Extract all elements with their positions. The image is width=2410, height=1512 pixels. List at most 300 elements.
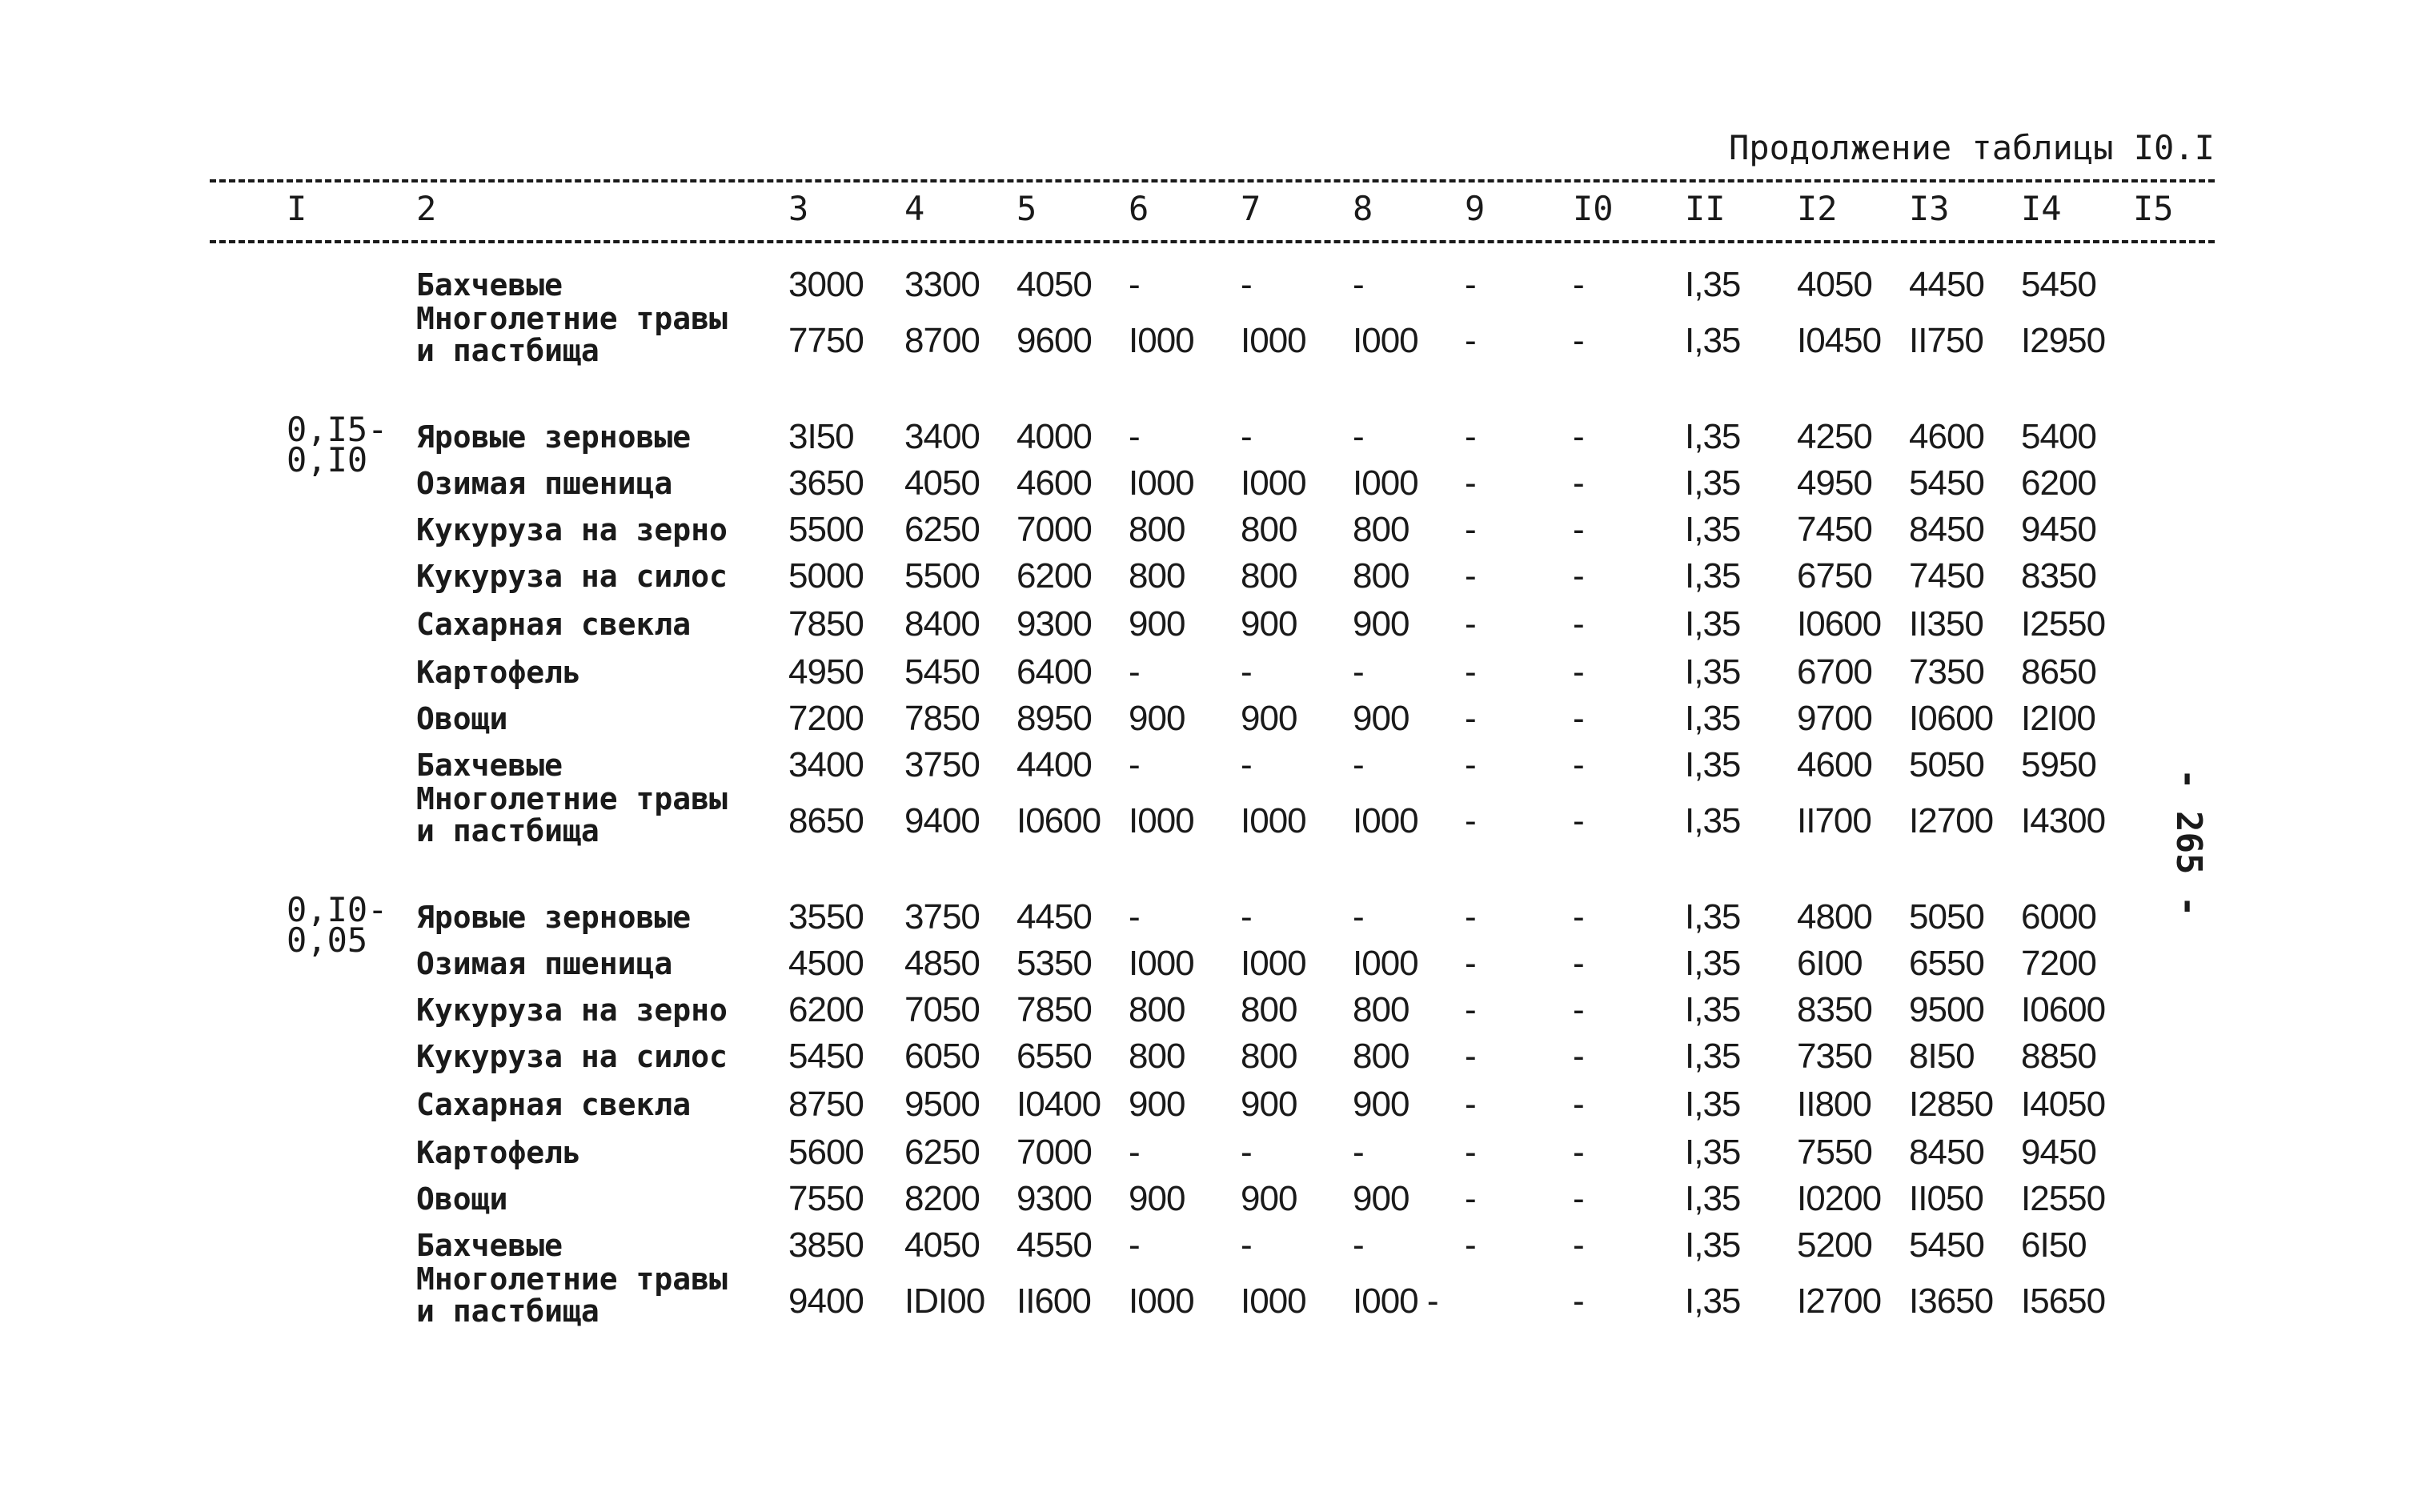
table-cell: 3300 — [904, 265, 980, 304]
table-cell: 9450 — [2021, 510, 2096, 549]
table-cell: - — [1241, 1133, 1252, 1172]
table-row — [0, 781, 2410, 848]
table-cell: 7550 — [788, 1179, 864, 1218]
table-cell: 900 — [1353, 1179, 1410, 1218]
table-cell: - — [1241, 265, 1252, 304]
table-cell: 800 — [1353, 510, 1410, 549]
table-cell: 3000 — [788, 265, 864, 304]
table-cell: 8750 — [788, 1085, 864, 1124]
table-cell: - — [1465, 990, 1476, 1029]
table-cell: I,35 — [1685, 699, 1741, 738]
table-cell: 7200 — [788, 699, 864, 738]
table-cell: I000 — [1353, 944, 1418, 983]
table-cell: I0600 — [1797, 604, 1882, 644]
table-cell: 800 — [1129, 1037, 1185, 1076]
table-cell: - — [1573, 652, 1584, 692]
table-cell: 7450 — [1909, 556, 1984, 596]
table-cell: 6000 — [2021, 897, 2096, 936]
table-row — [0, 988, 2410, 1033]
header-col-4: 4 — [904, 189, 925, 228]
table-row — [0, 410, 2410, 479]
table-cell: 800 — [1129, 990, 1185, 1029]
table-cell: - — [1353, 1133, 1364, 1172]
table-cell: 8850 — [2021, 1037, 2096, 1076]
table-cell: 9400 — [788, 1281, 864, 1321]
table-cell: 6050 — [904, 1037, 980, 1076]
table-cell: 4450 — [1017, 897, 1092, 936]
table-cell: - — [1129, 265, 1140, 304]
crop-name: Озимая пшеница — [416, 466, 673, 501]
table-cell: I,35 — [1685, 1133, 1741, 1172]
table-cell: 3550 — [788, 897, 864, 936]
table-cell: 800 — [1129, 556, 1185, 596]
table-cell: I,35 — [1685, 801, 1741, 840]
table-row — [0, 461, 2410, 506]
table-cell: 7850 — [1017, 990, 1092, 1029]
table-cell: - — [1573, 1133, 1584, 1172]
table-cell: - — [1465, 463, 1476, 503]
table-cell: 5400 — [2021, 417, 2096, 456]
table-cell: I2850 — [1909, 1085, 1994, 1124]
table-cell: - — [1465, 801, 1476, 840]
table-cell: I4300 — [2021, 801, 2106, 840]
table-cell: I,35 — [1685, 1037, 1741, 1076]
table-cell: I000 — [1353, 463, 1418, 503]
table-cell: 8400 — [904, 604, 980, 644]
crop-name: Картофель — [416, 655, 581, 690]
table-cell: 3750 — [904, 897, 980, 936]
table-cell: I0400 — [1017, 1085, 1101, 1124]
table-cell: - — [1465, 652, 1476, 692]
header-col-13: I3 — [1909, 189, 1950, 228]
table-row — [0, 890, 2410, 960]
table-cell: 9600 — [1017, 321, 1092, 360]
header-col-15: I5 — [2133, 189, 2174, 228]
table-cell: 5450 — [1909, 1225, 1984, 1265]
table-cell: I3650 — [1909, 1281, 1994, 1321]
table-cell: 4450 — [1909, 265, 1984, 304]
table-cell: II050 — [1909, 1179, 1983, 1218]
header-col-11: II — [1685, 189, 1726, 228]
table-cell: 900 — [1129, 1179, 1185, 1218]
table-cell: I,35 — [1685, 265, 1741, 304]
table-cell: II350 — [1909, 604, 1983, 644]
table-row — [0, 1223, 2410, 1268]
table-cell: - — [1573, 510, 1584, 549]
table-row — [0, 1261, 2410, 1329]
table-cell: - — [1353, 652, 1364, 692]
table-row — [0, 1130, 2410, 1175]
table-row — [0, 941, 2410, 986]
table-cell: I2I00 — [2021, 699, 2095, 738]
table-cell: 900 — [1353, 604, 1410, 644]
crop-name: Бахчевые — [416, 1228, 563, 1263]
table-cell: - — [1353, 265, 1364, 304]
header-col-14: I4 — [2021, 189, 2062, 228]
table-cell: - — [1129, 1225, 1140, 1265]
table-cell: I000 — [1241, 1281, 1306, 1321]
table-cell: 7750 — [788, 321, 864, 360]
table-cell: - — [1573, 417, 1584, 456]
table-row — [0, 650, 2410, 695]
table-cell: I2550 — [2021, 604, 2106, 644]
table-cell: - — [1129, 897, 1140, 936]
table-cell: I000 — [1129, 801, 1194, 840]
table-cell: I0450 — [1797, 321, 1882, 360]
table-cell: - — [1241, 745, 1252, 784]
crop-name: Кукуруза на зерно — [416, 993, 728, 1028]
table-cell: - — [1129, 1133, 1140, 1172]
table-cell: - — [1573, 1281, 1584, 1321]
group-label: 0,I5- 0,I0 — [287, 410, 388, 479]
header-col-3: 3 — [788, 189, 809, 228]
table-cell: 8350 — [2021, 556, 2096, 596]
table-cell: 7350 — [1797, 1037, 1872, 1076]
header-col-6: 6 — [1129, 189, 1149, 228]
table-cell: 4050 — [1797, 265, 1872, 304]
table-cell: 800 — [1241, 556, 1297, 596]
table-cell: 4400 — [1017, 745, 1092, 784]
table-cell: 3I50 — [788, 417, 854, 456]
table-cell: I000 — [1241, 463, 1306, 503]
header-top-rule — [210, 179, 2215, 182]
table-cell: - — [1465, 699, 1476, 738]
table-cell: - — [1573, 699, 1584, 738]
table-cell: 9400 — [904, 801, 980, 840]
header-col-12: I2 — [1797, 189, 1838, 228]
crop-name: Сахарная свекла — [416, 1087, 692, 1122]
table-cell: 6250 — [904, 510, 980, 549]
table-cell: 5050 — [1909, 745, 1984, 784]
table-cell: 7000 — [1017, 510, 1092, 549]
crop-name: Овощи — [416, 1181, 508, 1217]
table-cell: 3850 — [788, 1225, 864, 1265]
table-cell: 9450 — [2021, 1133, 2096, 1172]
table-cell: 3400 — [904, 417, 980, 456]
table-cell: 8350 — [1797, 990, 1872, 1029]
table-cell: 900 — [1241, 604, 1297, 644]
crop-name: Многолетние травы и пастбища — [416, 781, 728, 848]
table-cell: 6200 — [1017, 556, 1092, 596]
table-cell: 900 — [1129, 1085, 1185, 1124]
crop-name: Яровые зерновые — [416, 419, 692, 455]
table-cell: I000 — [1129, 463, 1194, 503]
table-cell: - — [1129, 652, 1140, 692]
table-cell: 7000 — [1017, 1133, 1092, 1172]
table-cell: I2700 — [1797, 1281, 1882, 1321]
table-cell: 9500 — [904, 1085, 980, 1124]
table-cell: 900 — [1353, 699, 1410, 738]
table-cell: 4050 — [904, 463, 980, 503]
table-cell: 5450 — [2021, 265, 2096, 304]
table-cell: - — [1465, 417, 1476, 456]
table-cell: II750 — [1909, 321, 1983, 360]
table-cell: - — [1573, 801, 1584, 840]
table-cell: 8450 — [1909, 510, 1984, 549]
table-cell: 800 — [1353, 990, 1410, 1029]
table-cell: I000 — [1353, 321, 1418, 360]
table-cell: I0600 — [2021, 990, 2106, 1029]
table-cell: 9700 — [1797, 699, 1872, 738]
header-bottom-rule — [210, 240, 2215, 243]
header-col-9: 9 — [1465, 189, 1486, 228]
table-cell: I0200 — [1797, 1179, 1882, 1218]
table-cell: 8450 — [1909, 1133, 1984, 1172]
table-cell: 6400 — [1017, 652, 1092, 692]
table-cell: 5000 — [788, 556, 864, 596]
table-cell: 800 — [1129, 510, 1185, 549]
table-cell: 6550 — [1909, 944, 1984, 983]
table-cell: 5450 — [1909, 463, 1984, 503]
table-cell: I5650 — [2021, 1281, 2106, 1321]
table-cell: 3750 — [904, 745, 980, 784]
table-cell: 9500 — [1909, 990, 1984, 1029]
table-cell: 7550 — [1797, 1133, 1872, 1172]
table-cell: 9300 — [1017, 1179, 1092, 1218]
table-cell: - — [1573, 463, 1584, 503]
table-cell: 800 — [1241, 990, 1297, 1029]
table-cell: I,35 — [1685, 604, 1741, 644]
table-cell: - — [1465, 1225, 1476, 1265]
table-cell: - — [1241, 1225, 1252, 1265]
table-cell: IDI00 — [904, 1281, 985, 1321]
crop-name: Кукуруза на силос — [416, 1039, 728, 1074]
crop-name: Бахчевые — [416, 267, 563, 303]
crop-name: Овощи — [416, 701, 508, 736]
table-cell: - — [1573, 556, 1584, 596]
table-cell: - — [1465, 265, 1476, 304]
table-cell: 8700 — [904, 321, 980, 360]
table-header-row — [0, 189, 2410, 229]
table-cell: I,35 — [1685, 463, 1741, 503]
table-cell: I,35 — [1685, 990, 1741, 1029]
table-cell: - — [1573, 1225, 1584, 1265]
table-cell: - — [1573, 1085, 1584, 1124]
table-cell: - — [1465, 745, 1476, 784]
header-col-8: 8 — [1353, 189, 1373, 228]
table-cell: 6200 — [788, 990, 864, 1029]
table-cell: 4600 — [1017, 463, 1092, 503]
table-cell: I000 — [1129, 1281, 1194, 1321]
table-cell: 7350 — [1909, 652, 1984, 692]
table-cell: 4500 — [788, 944, 864, 983]
table-cell: I,35 — [1685, 1281, 1741, 1321]
table-cell: 5350 — [1017, 944, 1092, 983]
table-cell: - — [1573, 1179, 1584, 1218]
table-row — [0, 743, 2410, 788]
table-cell: - — [1573, 604, 1584, 644]
table-cell: 900 — [1241, 1179, 1297, 1218]
table-cell: I000 — [1353, 801, 1418, 840]
table-cell: - — [1241, 897, 1252, 936]
table-cell: I000 - — [1353, 1281, 1438, 1321]
table-cell: - — [1465, 321, 1476, 360]
table-cell: - — [1573, 944, 1584, 983]
crop-name: Сахарная свекла — [416, 607, 692, 642]
table-cell: I,35 — [1685, 745, 1741, 784]
table-row — [0, 1034, 2410, 1079]
table-row — [0, 263, 2410, 307]
table-cell: 8I50 — [1909, 1037, 1975, 1076]
table-row — [0, 301, 2410, 368]
table-cell: I,35 — [1685, 897, 1741, 936]
table-cell: 900 — [1129, 699, 1185, 738]
table-cell: 3650 — [788, 463, 864, 503]
table-cell: 8200 — [904, 1179, 980, 1218]
table-cell: 800 — [1353, 556, 1410, 596]
table-cell: - — [1465, 897, 1476, 936]
table-cell: 5050 — [1909, 897, 1984, 936]
table-cell: 5500 — [904, 556, 980, 596]
table-cell: 6700 — [1797, 652, 1872, 692]
group-label: 0,I0- 0,05 — [287, 890, 388, 960]
table-cell: - — [1573, 1037, 1584, 1076]
table-cell: I000 — [1129, 944, 1194, 983]
table-cell: 900 — [1241, 699, 1297, 738]
table-cell: - — [1465, 604, 1476, 644]
table-cell: - — [1465, 1085, 1476, 1124]
table-cell: 4950 — [788, 652, 864, 692]
table-cell: I0600 — [1017, 801, 1101, 840]
table-cell: 7450 — [1797, 510, 1872, 549]
table-cell: 800 — [1241, 1037, 1297, 1076]
table-cell: 8650 — [2021, 652, 2096, 692]
table-cell: - — [1465, 556, 1476, 596]
table-cell: 6I50 — [2021, 1225, 2087, 1265]
crop-name: Яровые зерновые — [416, 900, 692, 935]
table-cell: - — [1465, 944, 1476, 983]
table-cell: 800 — [1353, 1037, 1410, 1076]
table-cell: I,35 — [1685, 1085, 1741, 1124]
table-cell: I,35 — [1685, 321, 1741, 360]
table-cell: 7850 — [788, 604, 864, 644]
header-col-10: I0 — [1573, 189, 1614, 228]
table-row — [0, 1082, 2410, 1127]
page-number: - 265 - — [2168, 768, 2209, 917]
table-cell: 8650 — [788, 801, 864, 840]
table-cell: II600 — [1017, 1281, 1091, 1321]
table-cell: - — [1573, 990, 1584, 1029]
table-cell: I2950 — [2021, 321, 2106, 360]
table-cell: II800 — [1797, 1085, 1871, 1124]
table-cell: I0600 — [1909, 699, 1994, 738]
table-cell: I,35 — [1685, 652, 1741, 692]
table-row — [0, 554, 2410, 599]
table-cell: 6750 — [1797, 556, 1872, 596]
table-cell: 7050 — [904, 990, 980, 1029]
table-cell: I,35 — [1685, 417, 1741, 456]
table-cell: - — [1353, 897, 1364, 936]
table-cell: I000 — [1241, 321, 1306, 360]
table-cell: - — [1465, 1037, 1476, 1076]
table-cell: - — [1129, 417, 1140, 456]
table-cell: - — [1241, 652, 1252, 692]
table-cell: 6550 — [1017, 1037, 1092, 1076]
header-col-2: 2 — [416, 189, 437, 228]
table-row — [0, 507, 2410, 552]
table-cell: 5450 — [904, 652, 980, 692]
table-cell: 4050 — [1017, 265, 1092, 304]
table-cell: 6200 — [2021, 463, 2096, 503]
table-cell: I4050 — [2021, 1085, 2106, 1124]
table-cell: II700 — [1797, 801, 1871, 840]
table-cell: - — [1465, 1179, 1476, 1218]
table-cell: 4800 — [1797, 897, 1872, 936]
table-cell: 4000 — [1017, 417, 1092, 456]
table-row — [0, 602, 2410, 647]
table-cell: 5950 — [2021, 745, 2096, 784]
table-cell: I,35 — [1685, 1225, 1741, 1265]
table-cell: 4550 — [1017, 1225, 1092, 1265]
table-cell: 5600 — [788, 1133, 864, 1172]
crop-name: Кукуруза на силос — [416, 559, 728, 594]
table-cell: - — [1573, 321, 1584, 360]
crop-name: Озимая пшеница — [416, 946, 673, 981]
table-cell: - — [1129, 745, 1140, 784]
table-cell: I000 — [1241, 944, 1306, 983]
table-cell: 4600 — [1797, 745, 1872, 784]
table-cell: - — [1465, 1133, 1476, 1172]
table-cell: 4050 — [904, 1225, 980, 1265]
header-col-5: 5 — [1017, 189, 1037, 228]
table-cell: 900 — [1129, 604, 1185, 644]
table-cell: I2700 — [1909, 801, 1994, 840]
crop-name: Бахчевые — [416, 748, 563, 783]
crop-name: Картофель — [416, 1135, 581, 1170]
table-cell: 800 — [1241, 510, 1297, 549]
table-row — [0, 1177, 2410, 1221]
table-cell: 5200 — [1797, 1225, 1872, 1265]
table-cell: I000 — [1241, 801, 1306, 840]
crop-name: Многолетние травы и пастбища — [416, 1261, 728, 1329]
table-cell: 9300 — [1017, 604, 1092, 644]
table-cell: - — [1353, 1225, 1364, 1265]
table-caption: Продолжение таблицы I0.I — [1729, 128, 2215, 167]
table-cell: 4600 — [1909, 417, 1984, 456]
table-cell: 6I00 — [1797, 944, 1863, 983]
header-col-1: I — [287, 189, 307, 228]
table-cell: I,35 — [1685, 1179, 1741, 1218]
table-cell: - — [1573, 897, 1584, 936]
table-cell: 5450 — [788, 1037, 864, 1076]
table-cell: 900 — [1241, 1085, 1297, 1124]
table-cell: I000 — [1129, 321, 1194, 360]
table-cell: - — [1353, 745, 1364, 784]
header-col-7: 7 — [1241, 189, 1261, 228]
table-cell: I,35 — [1685, 944, 1741, 983]
table-cell: I,35 — [1685, 510, 1741, 549]
table-cell: 4250 — [1797, 417, 1872, 456]
crop-name: Кукуруза на зерно — [416, 512, 728, 547]
table-cell: 3400 — [788, 745, 864, 784]
table-cell: - — [1241, 417, 1252, 456]
table-cell: 900 — [1353, 1085, 1410, 1124]
table-cell: I,35 — [1685, 556, 1741, 596]
table-cell: 7850 — [904, 699, 980, 738]
table-cell: 5500 — [788, 510, 864, 549]
crop-name: Многолетние травы и пастбища — [416, 301, 728, 368]
table-cell: - — [1353, 417, 1364, 456]
table-cell: 7200 — [2021, 944, 2096, 983]
table-cell: 8950 — [1017, 699, 1092, 738]
table-cell: 6250 — [904, 1133, 980, 1172]
table-cell: I2550 — [2021, 1179, 2106, 1218]
table-cell: - — [1573, 265, 1584, 304]
table-cell: 4950 — [1797, 463, 1872, 503]
table-row — [0, 696, 2410, 741]
table-cell: - — [1465, 510, 1476, 549]
table-cell: - — [1573, 745, 1584, 784]
